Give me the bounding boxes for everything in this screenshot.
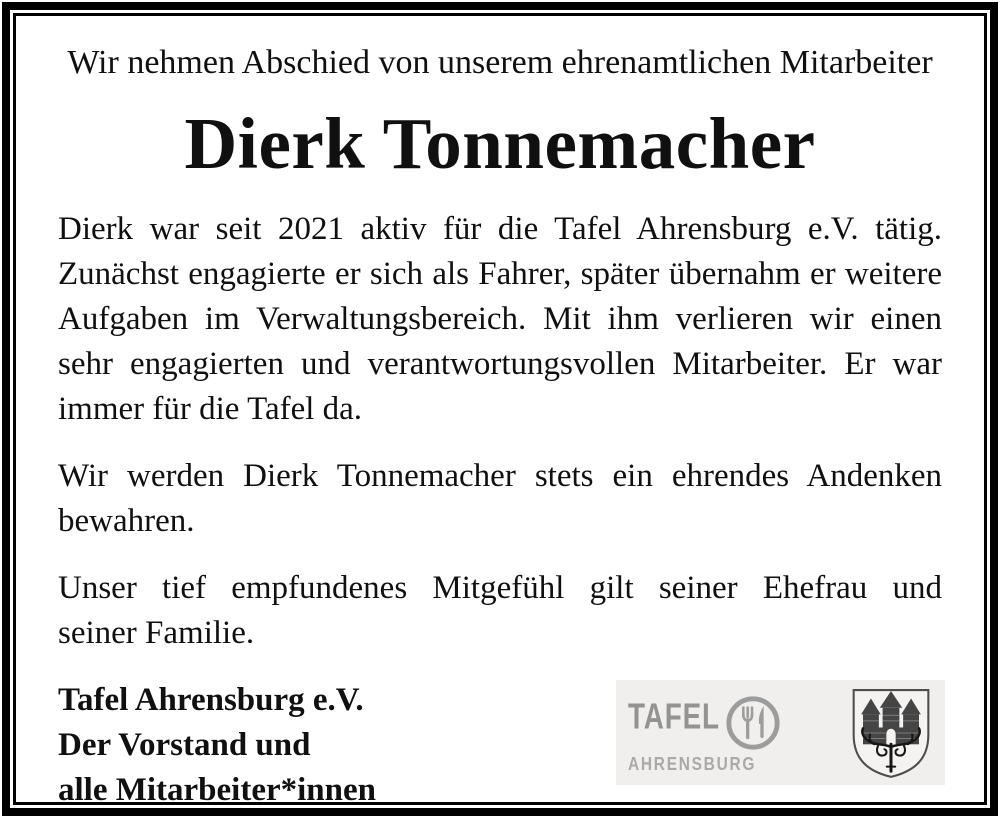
paragraph-condolence [58, 566, 942, 656]
tafel-wordmark: TAFEL [628, 697, 720, 737]
paragraph-line: Dierk war seit 2021 aktiv für die Tafel Ahrensburg e.V. tätig. [58, 211, 942, 247]
tafel-city-label: AHRENSBURG [628, 754, 757, 774]
paragraph-service [58, 207, 942, 432]
fork-knife-circle-icon [724, 694, 782, 757]
paragraph-line: sehr engagierten und verantwortungsvollen Mitarbeiter. Er war [58, 346, 942, 382]
bottom-row [58, 678, 942, 805]
ahrensburg-coat-of-arms-icon [849, 686, 933, 785]
signature-line-staff: alle Mitarbeiter*innen [58, 772, 377, 805]
paragraph-remembrance [58, 454, 942, 544]
paragraph-line: Unser tief empfundenes Mitgefühl gilt seiner Ehefrau und [58, 570, 942, 606]
deceased-name: Dierk Tonnemacher [184, 103, 816, 184]
paragraph-line: Zunächst engagierte er sich als Fahrer, später übernahm er weitere [58, 256, 942, 292]
body-text [58, 207, 942, 656]
outer-frame [2, 2, 998, 816]
tafel-logo-box [616, 680, 945, 785]
paragraph-line: immer für die Tafel da. [58, 391, 363, 427]
signature-block [58, 678, 376, 805]
paragraph-line: seiner Familie. [58, 615, 255, 651]
paragraph-line: Aufgaben im Verwaltungsbereich. Mit ihm verlieren wir einen [58, 301, 942, 337]
signature-line-board: Der Vorstand und [58, 727, 311, 763]
signature-line-organization: Tafel Ahrensburg e.V. [58, 682, 364, 718]
inner-frame [13, 13, 987, 805]
intro-line: Wir nehmen Abschied von unserem ehrenamtlichen Mitarbeiter [67, 44, 933, 81]
paragraph-line: bewahren. [58, 503, 195, 539]
paragraph-line: Wir werden Dierk Tonnemacher stets ein ehrendes Andenken [58, 458, 942, 494]
